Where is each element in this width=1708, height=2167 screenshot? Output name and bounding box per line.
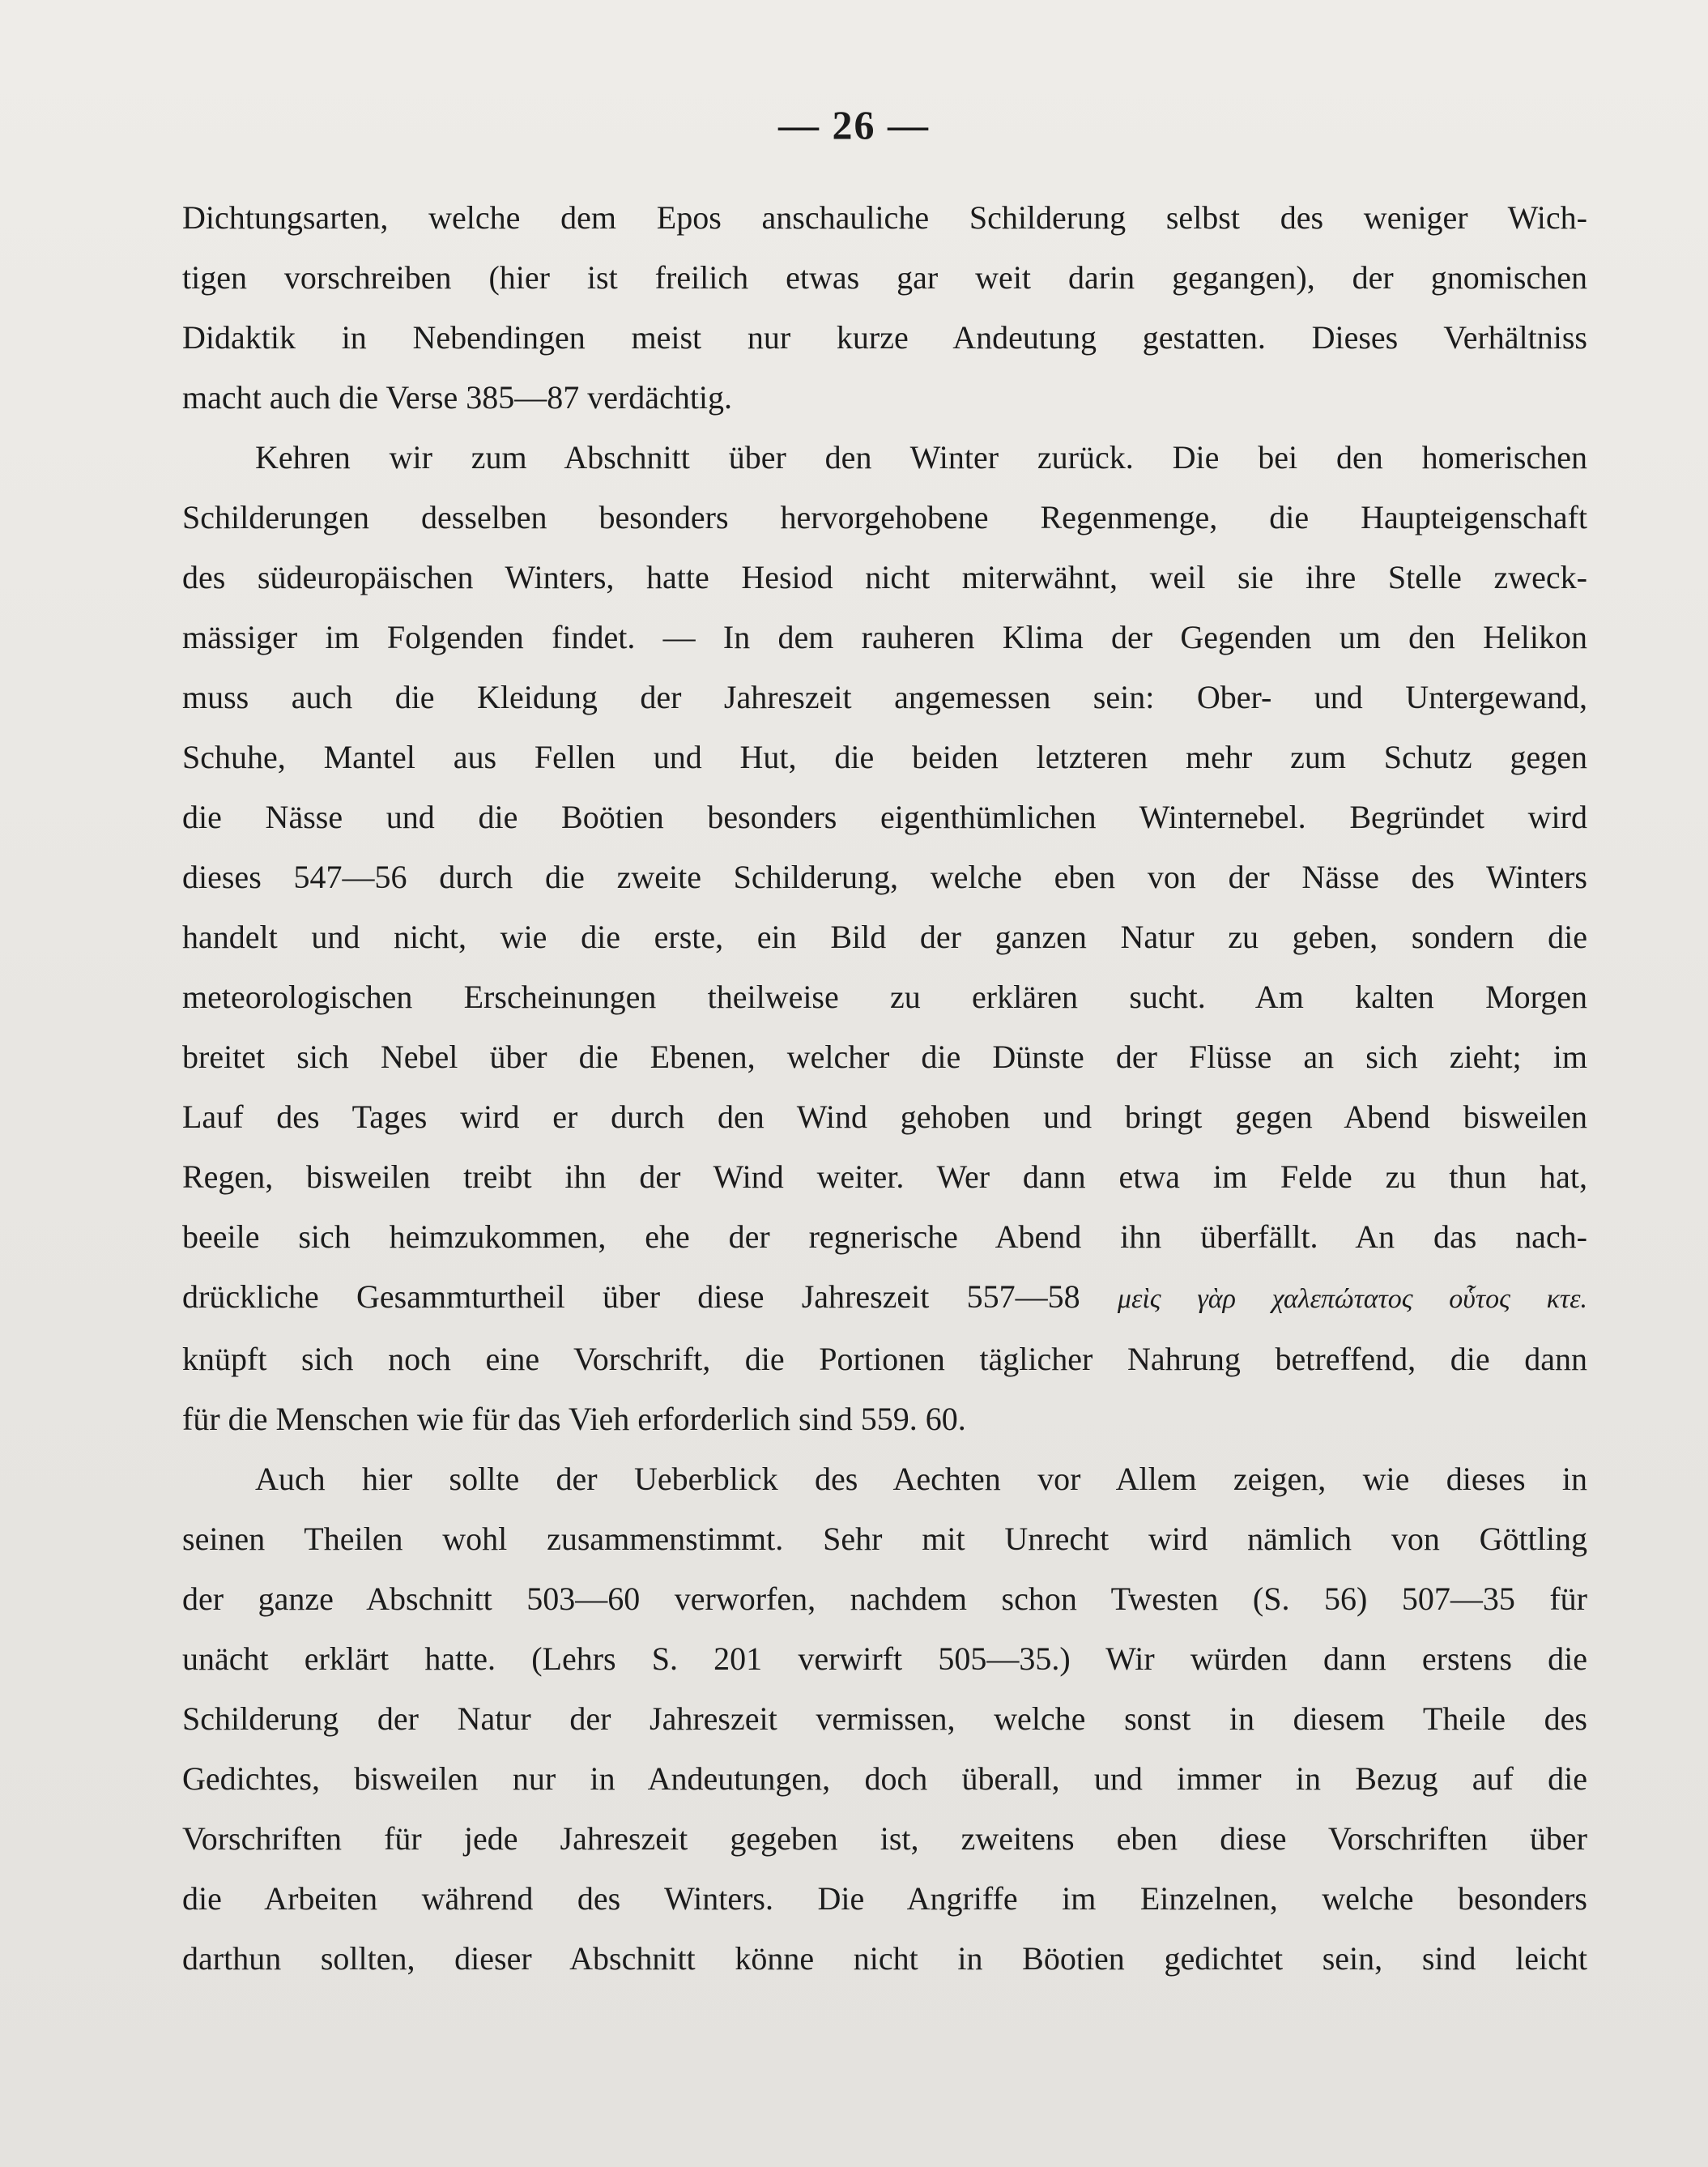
text-segment: drückliche Gesammturtheil über diese Jahreszeit 557—58: [182, 1278, 1080, 1315]
text-line: Dichtungsarten, welche dem Epos anschauliche Schilderung selbst des weniger Wich-: [182, 199, 1587, 236]
text-line: Regen, bisweilen treibt ihn der Wind weiter. Wer dann etwa im Felde zu thun hat,: [182, 1158, 1587, 1195]
text-line: handelt und nicht, wie die erste, ein Bild der ganzen Natur zu geben, sondern die: [182, 919, 1587, 955]
text-line: darthun sollten, dieser Abschnitt könne nicht in Böotien gedichtet sein, sind leicht: [182, 1940, 1587, 1977]
text-line: Auch hier sollte der Ueberblick des Aechten vor Allem zeigen, wie dieses in: [255, 1461, 1587, 1497]
body-text: [182, 188, 1587, 1989]
text-line: Schuhe, Mantel aus Fellen und Hut, die beiden letzteren mehr zum Schutz gegen: [182, 739, 1587, 775]
text-line: seinen Theilen wohl zusammenstimmt. Sehr mit Unrecht wird nämlich von Göttling: [182, 1521, 1587, 1557]
text-line: knüpft sich noch eine Vorschrift, die Portionen täglicher Nahrung betreffend, die dann: [182, 1341, 1587, 1377]
text-line: Vorschriften für jede Jahreszeit gegeben ist, zweitens eben diese Vorschriften über: [182, 1820, 1587, 1857]
text-line: Kehren wir zum Abschnitt über den Winter zurück. Die bei den homerischen: [255, 439, 1587, 476]
text-line-with-quote: [182, 1267, 1587, 1329]
paragraph-1: [182, 188, 1587, 428]
paragraph-3: [182, 1449, 1587, 1989]
text-line: Gedichtes, bisweilen nur in Andeutungen, doch überall, und immer in Bezug auf die: [182, 1760, 1587, 1797]
text-line: Didaktik in Nebendingen meist nur kurze Andeutung gestatten. Dieses Verhältniss: [182, 319, 1587, 356]
text-line: macht auch die Verse 385—87 verdächtig.: [182, 379, 733, 416]
paragraph-2: [182, 428, 1587, 1449]
text-line: Lauf des Tages wird er durch den Wind gehoben und bringt gegen Abend bisweilen: [182, 1098, 1587, 1135]
text-line: Schilderungen desselben besonders hervorgehobene Regenmenge, die Haupteigenschaft: [182, 499, 1587, 535]
text-line: der ganze Abschnitt 503—60 verworfen, nachdem schon Twesten (S. 56) 507—35 für: [182, 1580, 1587, 1617]
text-line: die Nässe und die Boötien besonders eigenthümlichen Winternebel. Begründet wird: [182, 799, 1587, 835]
text-line: Schilderung der Natur der Jahreszeit vermissen, welche sonst in diesem Theile des: [182, 1700, 1587, 1737]
page-number: — 26 —: [778, 102, 930, 147]
text-line: mässiger im Folgenden findet. — In dem rauheren Klima der Gegenden um den Helikon: [182, 619, 1587, 655]
text-line: muss auch die Kleidung der Jahreszeit angemessen sein: Ober- und Untergewand,: [182, 679, 1587, 715]
text-line: die Arbeiten während des Winters. Die Angriffe im Einzelnen, welche besonders: [182, 1880, 1587, 1917]
greek-quote: μεὶς γὰρ χαλεπώτατος οὗτος κτε.: [1117, 1284, 1587, 1314]
text-line: meteorologischen Erscheinungen theilweise zu erklären sucht. Am kalten Morgen: [182, 979, 1587, 1015]
text-line: unächt erklärt hatte. (Lehrs S. 201 verwirft 505—35.) Wir würden dann erstens die: [182, 1640, 1587, 1677]
text-line: dieses 547—56 durch die zweite Schilderung, welche eben von der Nässe des Winters: [182, 859, 1587, 895]
text-line: breitet sich Nebel über die Ebenen, welcher die Dünste der Flüsse an sich zieht; im: [182, 1039, 1587, 1075]
text-line: beeile sich heimzukommen, ehe der regnerische Abend ihn überfällt. An das nach-: [182, 1218, 1587, 1255]
text-line: tigen vorschreiben (hier ist freilich etwas gar weit darin gegangen), der gnomischen: [182, 259, 1587, 296]
text-line: für die Menschen wie für das Vieh erforderlich sind 559. 60.: [182, 1401, 966, 1437]
text-line: des südeuropäischen Winters, hatte Hesiod nicht miterwähnt, weil sie ihre Stelle zweck-: [182, 559, 1587, 595]
